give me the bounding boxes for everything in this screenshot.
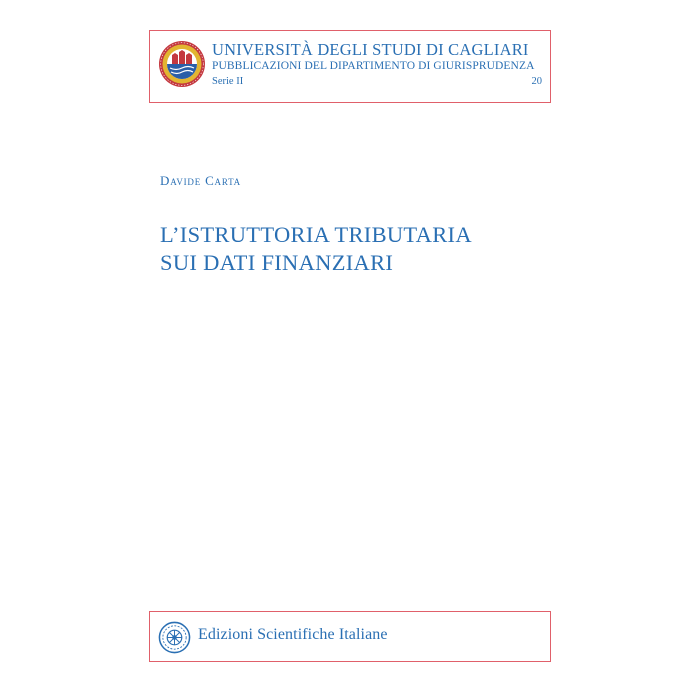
university-name: UNIVERSITÀ DEGLI STUDI DI CAGLIARI (212, 40, 529, 59)
volume-number: 20 (531, 76, 542, 87)
series-header-box (149, 30, 551, 103)
series-info-row (212, 74, 542, 90)
book-title (160, 221, 472, 277)
series-text (212, 40, 542, 90)
university-seal-icon (158, 40, 206, 88)
series-label: Serie II (212, 76, 244, 87)
publisher-name: Edizioni Scientifiche Italiane (198, 626, 388, 643)
publisher-logo-icon (158, 621, 191, 654)
title-line-1: L’ISTRUTTORIA TRIBUTARIA (160, 222, 472, 247)
title-line-2: SUI DATI FINANZIARI (160, 250, 394, 275)
author-name: Davide Carta (160, 173, 241, 188)
department-name: PUBBLICAZIONI DEL DIPARTIMENTO DI GIURISPRUDENZA (212, 60, 535, 72)
publisher-box (149, 611, 551, 662)
